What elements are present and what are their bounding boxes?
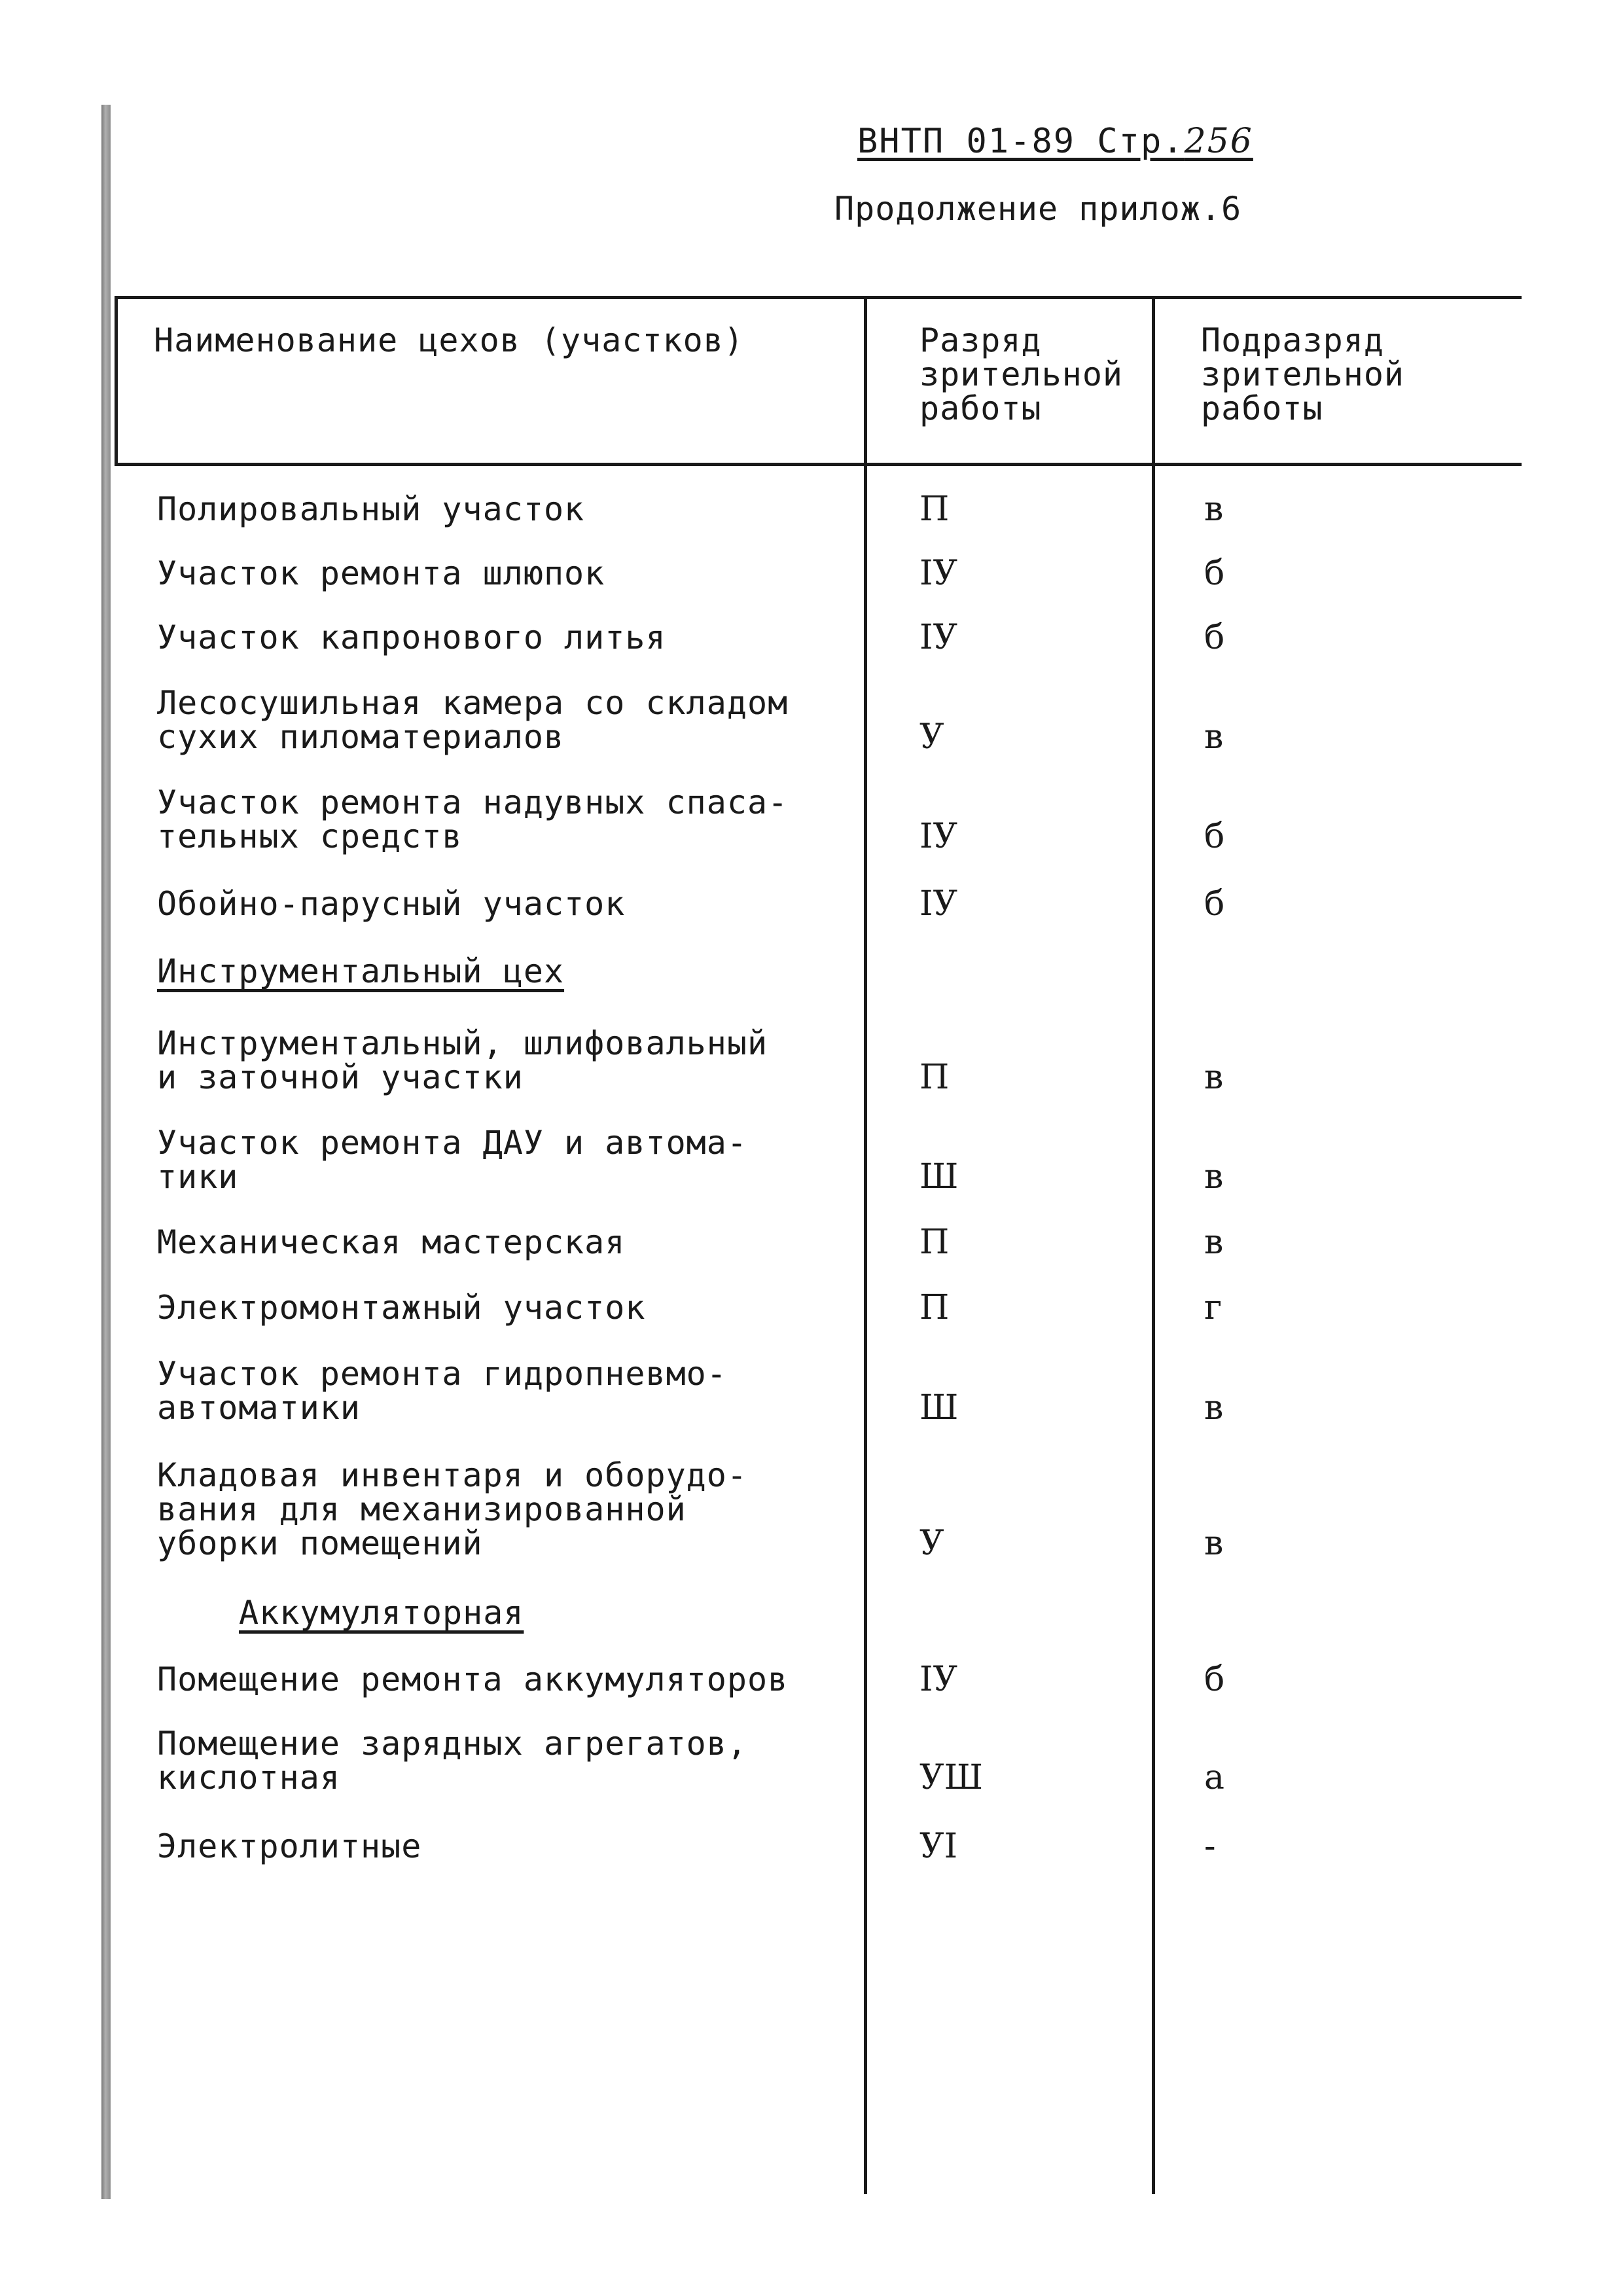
scan-binding-edge <box>101 105 111 2199</box>
table-row <box>115 296 1522 1866</box>
row-subgrade: г <box>1204 1288 1222 1327</box>
row-subgrade: б <box>1204 1660 1225 1699</box>
row-subgrade: - <box>1204 1827 1216 1866</box>
row-grade: П <box>919 1058 950 1097</box>
row-grade: П <box>919 490 950 529</box>
row-grade: Ш <box>919 1157 959 1196</box>
row-subgrade: в <box>1204 1223 1224 1262</box>
column-header-grade: Разряд зрительной работы <box>919 321 1124 427</box>
row-subgrade: б <box>1204 554 1225 593</box>
row-subgrade: в <box>1204 1524 1224 1563</box>
row-subgrade: в <box>1204 490 1224 529</box>
row-subgrade: б <box>1204 817 1225 856</box>
row-name: Электромонтажный участок <box>157 1289 646 1327</box>
row-name: Участок капронового литья <box>157 619 666 656</box>
row-subgrade: б <box>1204 618 1225 657</box>
row-grade: УI <box>919 1827 958 1866</box>
row-name: Полировальный участок <box>157 490 585 528</box>
section-title: Аккумуляторная <box>239 1594 524 1632</box>
section-title: Инструментальный цех <box>157 952 565 990</box>
row-name: Участок ремонта надувных спаса- тельных средств <box>157 783 789 855</box>
row-subgrade: в <box>1204 717 1224 757</box>
work-category-table <box>115 296 1522 2194</box>
row-name: Участок ремонта ДАУ и автома- тики <box>157 1124 747 1196</box>
row-name: Помещение зарядных агрегатов, кислотная <box>157 1725 747 1797</box>
row-grade: IУ <box>919 817 958 856</box>
document-reference <box>857 122 1253 161</box>
row-grade: П <box>919 1223 950 1262</box>
row-name: Инструментальный, шлифовальный и заточной участки <box>157 1024 768 1096</box>
row-name: Участок ремонта шлюпок <box>157 554 605 592</box>
row-grade: У <box>919 717 944 757</box>
row-name: Кладовая инвентаря и оборудо- вания для механизированной уборки помещений <box>157 1456 747 1562</box>
row-grade: IУ <box>919 554 958 593</box>
row-name: Механическая мастерская <box>157 1223 626 1261</box>
row-name: Участок ремонта гидропневмо- автоматики <box>157 1355 727 1427</box>
document-code: ВНТП 01-89 Стр. <box>857 122 1185 161</box>
row-name: Помещение ремонта аккумуляторов <box>157 1660 789 1698</box>
column-header-name: Наименование цехов (участков) <box>154 321 744 359</box>
row-subgrade: в <box>1204 1058 1224 1097</box>
row-name: Электролитные <box>157 1827 422 1865</box>
row-subgrade: б <box>1204 884 1225 924</box>
page-number: 256 <box>1184 122 1253 161</box>
row-subgrade: в <box>1204 1388 1224 1427</box>
row-subgrade: а <box>1204 1758 1225 1797</box>
row-grade: П <box>919 1288 950 1327</box>
row-name: Лесосушильная камера со складом сухих пиломатериалов <box>157 684 789 756</box>
row-grade: У <box>919 1524 944 1563</box>
column-header-subgrade: Подразряд зрительной работы <box>1201 321 1405 427</box>
row-grade: IУ <box>919 618 958 657</box>
row-subgrade: в <box>1204 1157 1224 1196</box>
continuation-label: Продолжение прилож.6 <box>834 190 1242 228</box>
row-name: Обойно-парусный участок <box>157 885 626 923</box>
row-grade: Ш <box>919 1388 959 1427</box>
row-grade: УШ <box>919 1758 983 1797</box>
row-grade: IУ <box>919 1660 958 1699</box>
row-grade: IУ <box>919 884 958 924</box>
